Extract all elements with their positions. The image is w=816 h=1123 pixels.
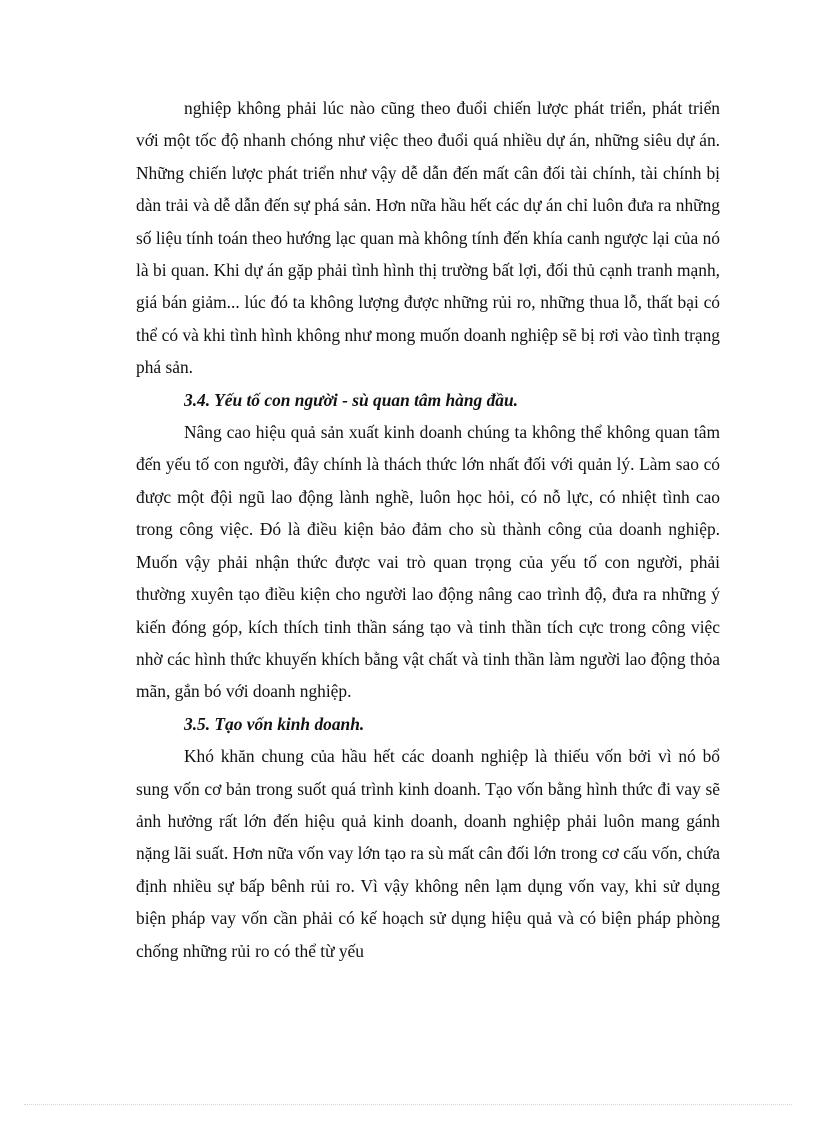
section-heading-3-5: 3.5. Tạo vốn kinh doanh.: [184, 713, 365, 734]
paragraph-human-factor: Nâng cao hiệu quả sản xuất kinh doanh chúng ta không thể không quan tâm đến yếu tố con người, đây chính là thách thức lớn nhất đối với quản lý. Làm sao có được một đội ngũ lao động lành nghề, luôn học hỏi, có nỗ lực, có nhiệt tình cao trong công việc. Đó là điều kiện bảo đảm cho sù thành công của doanh nghiệp. Muốn vậy phải nhận thức được vai trò quan trọng của yếu tố con người, phải thường xuyên tạo điều kiện cho người lao động nâng cao trình độ, đưa ra những ý kiến đóng góp, kích thích tinh thần sáng tạo và tinh thần tích cực trong công việc nhờ các hình thức khuyến khích bằng vật chất và tinh thần làm người lao động thỏa mãn, gắn bó với doanh nghiệp.: [136, 422, 720, 702]
page-bottom-divider: [24, 1104, 792, 1105]
paragraph-intro: nghiệp không phải lúc nào cũng theo đuổi chiến lược phát triển, phát triển với một tốc độ nhanh chóng như việc theo đuổi quá nhiều dự án, những siêu dự án. Những chiến lược phát triển như vậy dễ dẫn đến mất cân đối tài chính, tài chính bị dàn trải và dễ dẫn đến sự phá sản. Hơn nữa hầu hết các dự án chỉ luôn đưa ra những số liệu tính toán theo hướng lạc quan mà không tính đến khía canh ngược lại của nó là bi quan. Khi dự án gặp phải tình hình thị trường bất lợi, đối thủ cạnh tranh mạnh, giá bán giảm... lúc đó ta không lượng được những rủi ro, những thua lỗ, thất bại có thể có và khi tình hình không như mong muốn doanh nghiệp sẽ bị rơi vào tình trạng phá sản.: [136, 98, 720, 378]
document-page: [136, 92, 720, 967]
paragraph-capital: Khó khăn chung của hầu hết các doanh nghiệp là thiếu vốn bởi vì nó bổ sung vốn cơ bản trong suốt quá trình kinh doanh. Tạo vốn bằng hình thức đi vay sẽ ảnh hưởng rất lớn đến hiệu quả kinh doanh, doanh nghiệp phải luôn mang gánh nặng lãi suất. Hơn nữa vốn vay lớn tạo ra sù mất cân đối lớn trong cơ cấu vốn, chứa định nhiều sự bấp bênh rủi ro. Vì vậy không nên lạm dụng vốn vay, khi sử dụng biện pháp vay vốn cần phải có kế hoạch sử dụng hiệu quả và có biện pháp phòng chống những rủi ro có thể từ yếu: [136, 746, 720, 961]
section-heading-3-4: 3.4. Yếu tố con người - sù quan tâm hàng đầu.: [184, 389, 518, 410]
